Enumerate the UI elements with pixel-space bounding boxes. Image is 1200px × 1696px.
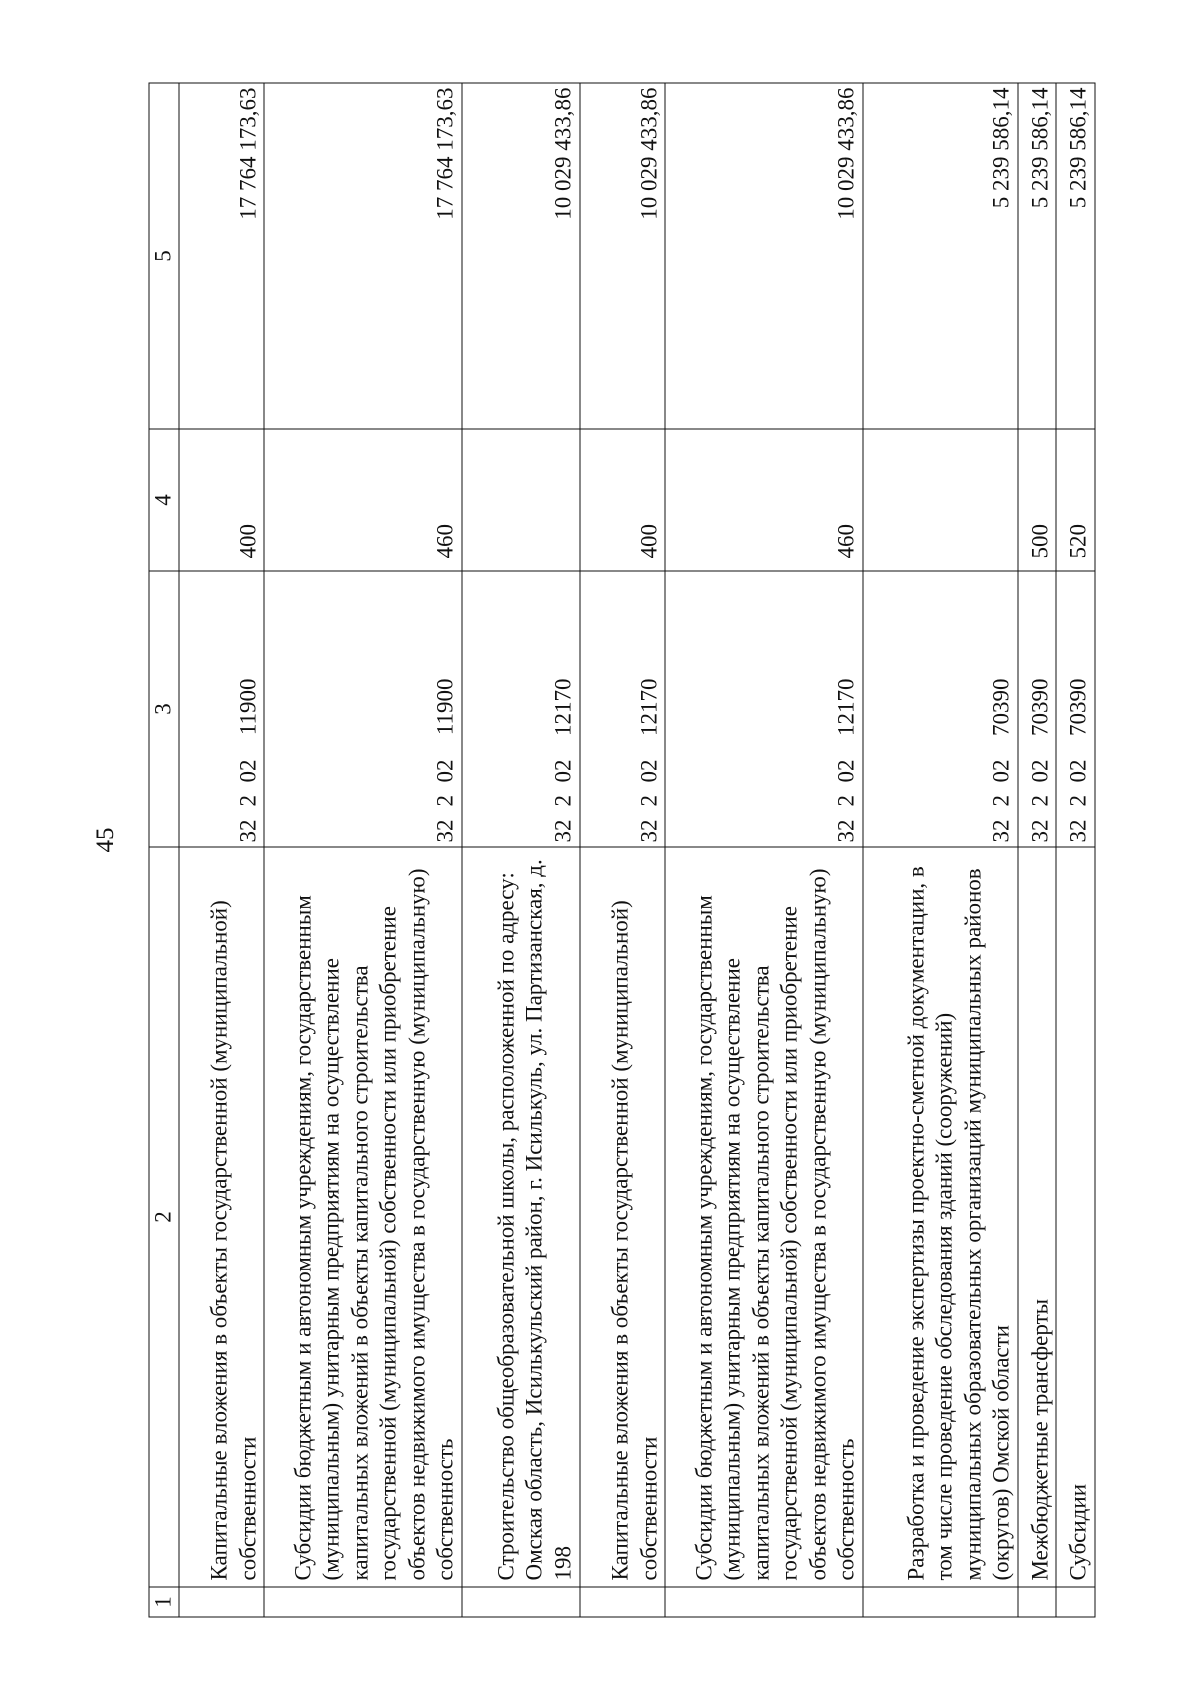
cls-part: 11900 bbox=[235, 678, 261, 736]
classification-cell bbox=[580, 571, 666, 847]
cls-part: 32 bbox=[550, 819, 576, 843]
cls-part: 02 bbox=[1065, 759, 1091, 783]
cls-part: 32 bbox=[235, 819, 261, 843]
expense-type-cell: 460 bbox=[665, 429, 863, 571]
row-name-cell: Капитальные вложения в объекты государственной (муниципальной) собственности bbox=[580, 847, 666, 1587]
row-number-cell bbox=[462, 1587, 580, 1617]
amount-cell: 10 029 433,86 bbox=[462, 83, 580, 429]
table-row bbox=[863, 83, 1018, 1617]
cls-part: 02 bbox=[833, 759, 859, 783]
cls-part: 70390 bbox=[988, 678, 1014, 736]
table-row bbox=[179, 83, 265, 1617]
row-name-cell: Строительство общеобразовательной школы, расположенной по адресу: Омская область, Исилькульский район, г. Исилькуль, ул. Партизанская, д. 198 bbox=[462, 847, 580, 1587]
cls-part: 32 bbox=[833, 819, 859, 843]
cls-part: 02 bbox=[636, 759, 662, 783]
row-number-cell bbox=[1056, 1587, 1095, 1617]
cls-part: 02 bbox=[988, 759, 1014, 783]
classification-cell bbox=[264, 571, 462, 847]
table-header-row bbox=[149, 83, 179, 1617]
cls-part: 02 bbox=[432, 759, 458, 783]
expense-type-cell: 500 bbox=[1018, 429, 1056, 571]
amount-cell: 17 764 173,63 bbox=[179, 83, 265, 429]
amount-cell: 10 029 433,86 bbox=[665, 83, 863, 429]
table-row bbox=[462, 83, 580, 1617]
column-header: 3 bbox=[149, 571, 179, 847]
row-name-cell: Субсидии бюджетным и автономным учреждениям, государственным (муниципальным) унитарным предприятиям на осуществление капитальных вложений в объекты капитального строительства государственной (муниципальной) собственности или приобретение объектов недвижимого имущества в государственную (муниципальную) собственность bbox=[264, 847, 462, 1587]
column-header: 2 bbox=[149, 847, 179, 1587]
rotated-table-wrapper bbox=[149, 84, 1096, 1618]
cls-part: 12170 bbox=[833, 678, 859, 736]
cls-part: 2 bbox=[833, 795, 859, 807]
cls-part: 12170 bbox=[636, 678, 662, 736]
cls-part: 2 bbox=[988, 795, 1014, 807]
row-number-cell bbox=[264, 1587, 462, 1617]
classification-cell bbox=[665, 571, 863, 847]
amount-cell: 5 239 586,14 bbox=[1018, 83, 1056, 429]
row-name-cell: Капитальные вложения в объекты государственной (муниципальной) собственности bbox=[179, 847, 265, 1587]
cls-part: 2 bbox=[235, 795, 261, 807]
expense-type-cell: 520 bbox=[1056, 429, 1095, 571]
cls-part: 2 bbox=[1027, 795, 1053, 807]
expense-type-cell: 400 bbox=[179, 429, 265, 571]
row-number-cell bbox=[1018, 1587, 1056, 1617]
page-number: 45 bbox=[92, 827, 119, 853]
table-row bbox=[1018, 83, 1056, 1617]
expense-type-cell: 460 bbox=[264, 429, 462, 571]
cls-part: 32 bbox=[432, 819, 458, 843]
cls-part: 2 bbox=[636, 795, 662, 807]
amount-cell: 5 239 586,14 bbox=[863, 83, 1018, 429]
amount-cell: 5 239 586,14 bbox=[1056, 83, 1095, 429]
row-number-cell bbox=[580, 1587, 666, 1617]
cls-part: 32 bbox=[1065, 819, 1091, 843]
row-name-cell: Субсидии бюджетным и автономным учреждениям, государственным (муниципальным) унитарным предприятиям на осуществление капитальных вложений в объекты капитального строительства государственной (муниципальной) собственности или приобретение объектов недвижимого имущества в государственную (муниципальную) собственность bbox=[665, 847, 863, 1587]
expense-type-cell bbox=[462, 429, 580, 571]
column-header: 5 bbox=[149, 83, 179, 429]
expense-type-cell: 400 bbox=[580, 429, 666, 571]
budget-table bbox=[149, 83, 1096, 1618]
table-row bbox=[264, 83, 462, 1617]
table-row bbox=[665, 83, 863, 1617]
cls-part: 32 bbox=[636, 819, 662, 843]
cls-part: 2 bbox=[550, 795, 576, 807]
cls-part: 02 bbox=[550, 759, 576, 783]
classification-cell bbox=[863, 571, 1018, 847]
row-name-cell: Межбюджетные трансферты bbox=[1018, 847, 1056, 1587]
cls-part: 32 bbox=[988, 819, 1014, 843]
cls-part: 2 bbox=[1065, 795, 1091, 807]
cls-part: 11900 bbox=[432, 678, 458, 736]
table-row bbox=[580, 83, 666, 1617]
row-number-cell bbox=[665, 1587, 863, 1617]
expense-type-cell bbox=[863, 429, 1018, 571]
table-row bbox=[1056, 83, 1095, 1617]
cls-part: 70390 bbox=[1065, 678, 1091, 736]
cls-part: 32 bbox=[1027, 819, 1053, 843]
row-name-cell: Разработка и проведение экспертизы проектно-сметной документации, в том числе проведение обследования зданий (сооружений) муниципальных образовательных организаций муниципальных районов (округов) Омской области bbox=[863, 847, 1018, 1587]
row-number-cell bbox=[863, 1587, 1018, 1617]
classification-cell bbox=[1056, 571, 1095, 847]
row-number-cell bbox=[179, 1587, 265, 1617]
amount-cell: 10 029 433,86 bbox=[580, 83, 666, 429]
row-name-cell: Субсидии bbox=[1056, 847, 1095, 1587]
column-header: 1 bbox=[149, 1587, 179, 1617]
cls-part: 02 bbox=[1027, 759, 1053, 783]
cls-part: 70390 bbox=[1027, 678, 1053, 736]
column-header: 4 bbox=[149, 429, 179, 571]
cls-part: 2 bbox=[432, 795, 458, 807]
cls-part: 12170 bbox=[550, 678, 576, 736]
amount-cell: 17 764 173,63 bbox=[264, 83, 462, 429]
classification-cell bbox=[179, 571, 265, 847]
cls-part: 02 bbox=[235, 759, 261, 783]
classification-cell bbox=[1018, 571, 1056, 847]
classification-cell bbox=[462, 571, 580, 847]
